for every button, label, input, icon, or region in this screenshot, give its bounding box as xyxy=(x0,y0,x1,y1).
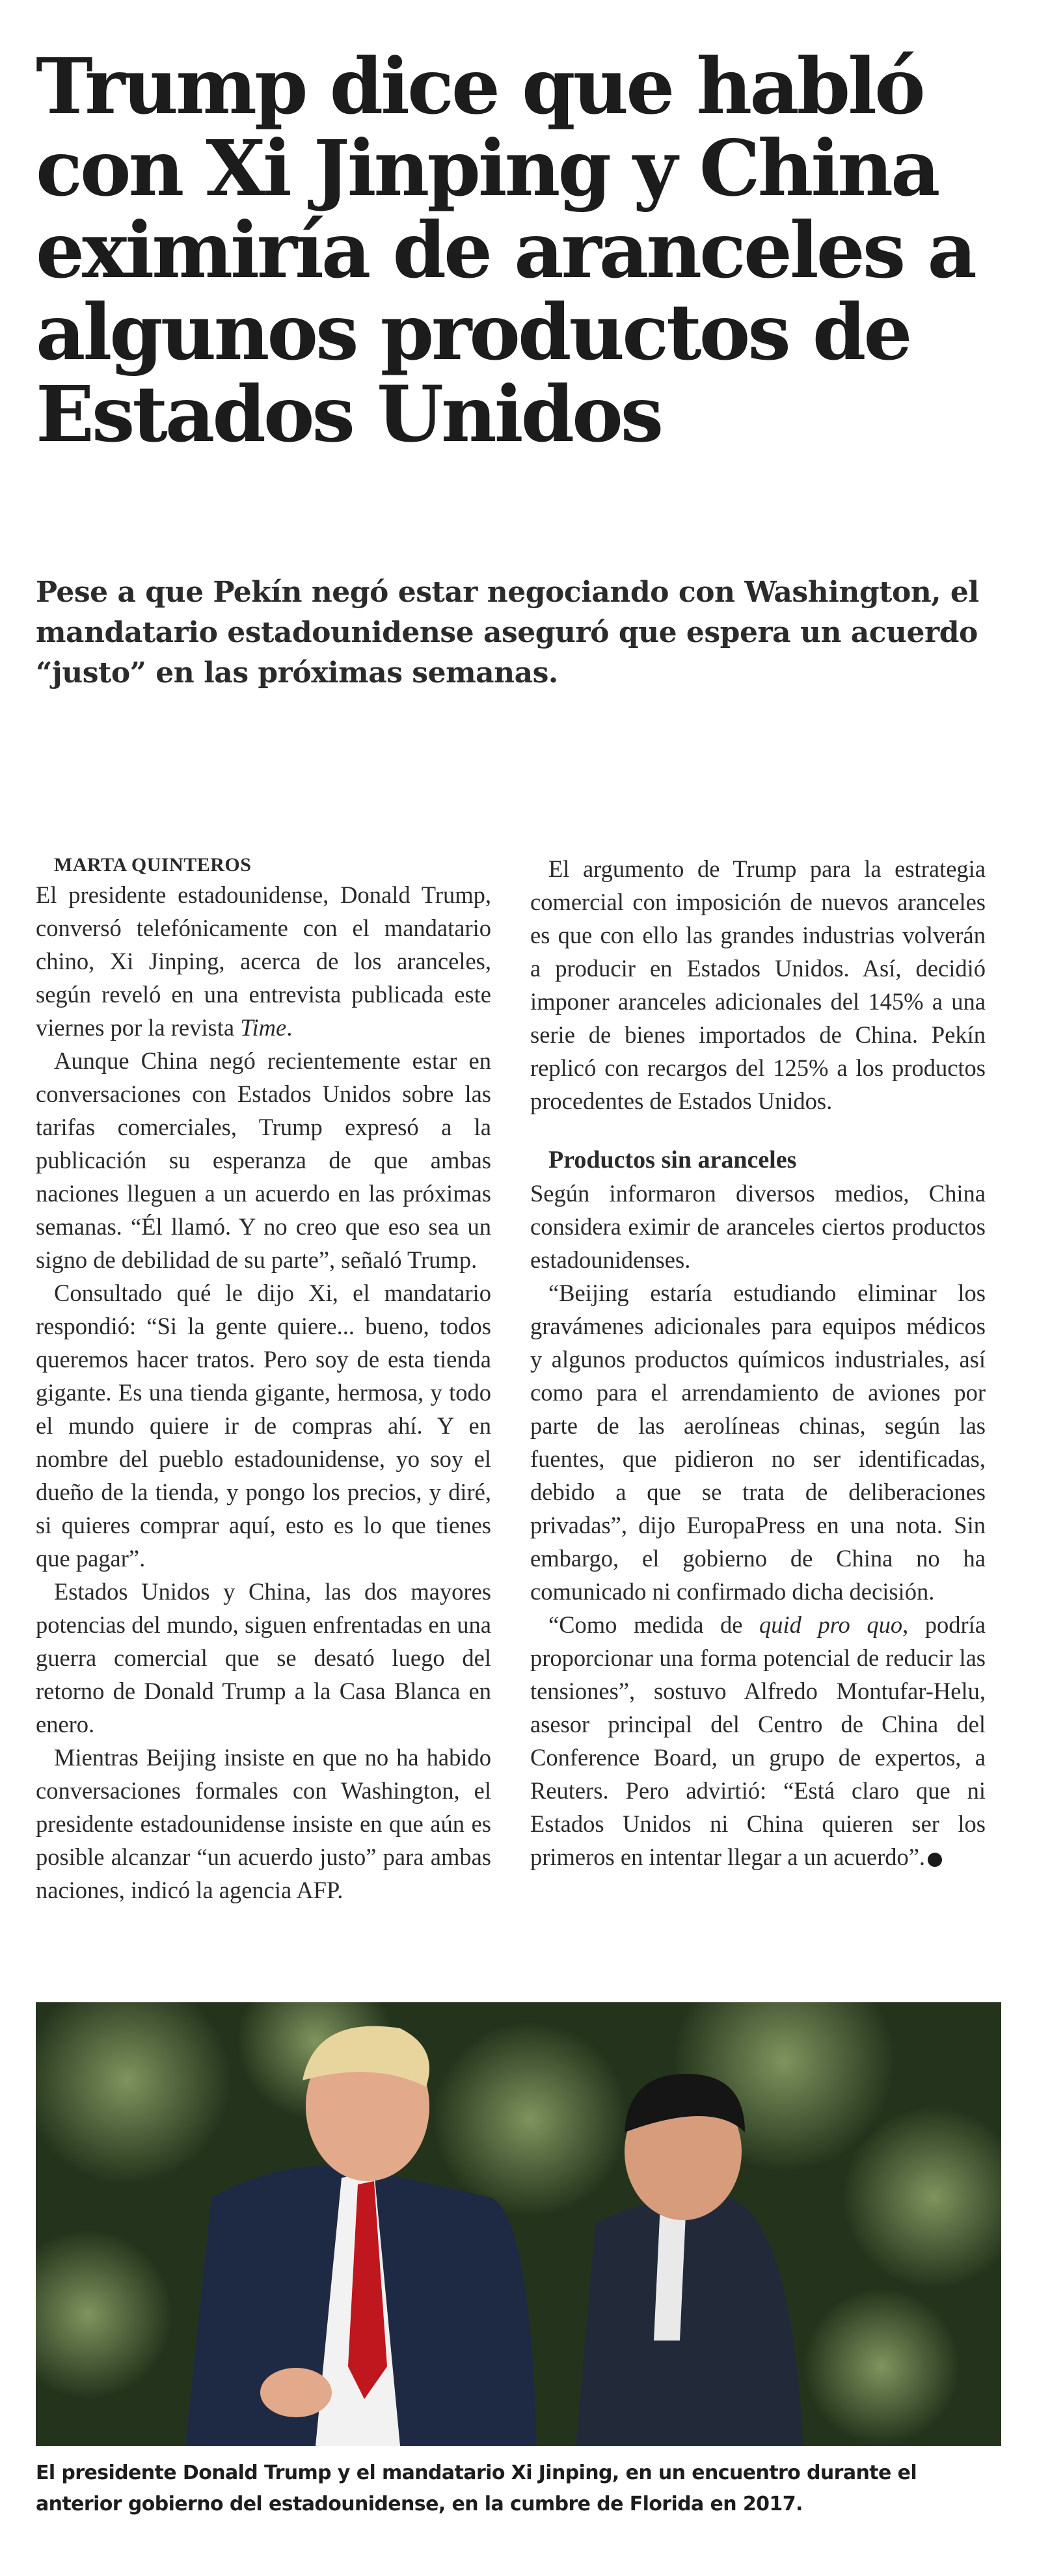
byline: MARTA QUINTEROS xyxy=(54,854,252,876)
paragraph: El argumento de Trump para la estrategia comercial con imposición de nuevos aranceles es que con ello las grandes industrias volverán a producir en Estados Unidos. Así, decidió imponer aranceles adicionales del 145% a una serie de bienes importados de China. Pekín replicó con recargos del 125% a los productos procedentes de Estados Unidos. xyxy=(530,855,986,1114)
photo-caption: El presidente Donald Trump y el mandatario Xi Jinping, en un encuentro durante el anterior gobierno del estadounidense, en la cumbre de Florida en 2017. xyxy=(36,2462,917,2516)
paragraph xyxy=(530,1608,986,1873)
paragraph: Consultado qué le dijo Xi, el mandatario respondió: “Si la gente quiere... bueno, todos queremos hacer tratos. Pero soy de esta tienda gigante. Es una tienda gigante, hermosa, y todo el mundo quiere ir de compras ahí. Y en nombre del pueblo estadounidense, yo soy el dueño de la tienda, y pongo los precios, y diré, si quieres comprar aquí, esto es lo que tienes que pagar”. xyxy=(36,1280,491,1572)
headline: Trump dice que habló con Xi Jinping y China eximiría de aranceles a algunos productos de Estados Unidos xyxy=(36,41,975,459)
paragraph: El presidente estadounidense, Donald Trump, conversó telefónicamente con el mandatario chino, Xi Jinping, acerca de los aranceles, según reveló en una entrevista publicada este viernes por la revista Time. xyxy=(36,881,491,1041)
column-left xyxy=(36,852,491,1907)
paragraph: “Beijing estaría estudiando eliminar los gravámenes adicionales para equipos médicos y algunos productos químicos industriales, así como para el arrendamiento de aviones por parte de las aerolíneas chinas, según las fuentes, que pidieron no ser identificadas, debido a que se trata de deliberaciones privadas”, dijo EuropaPress en una nota. Sin embargo, el gobierno de China no ha comunicado ni confirmado dicha decisión. xyxy=(530,1280,986,1605)
paragraph: Según informaron diversos medios, China considera eximir de aranceles ciertos productos estadounidenses. xyxy=(530,1180,986,1273)
column-right xyxy=(530,852,986,1873)
magazine-name: Time xyxy=(240,1014,287,1041)
news-photo xyxy=(36,2002,1001,2446)
paragraph: Estados Unidos y China, las dos mayores potencias del mundo, siguen enfrentadas en una guerra comercial que se desató luego del retorno de Donald Trump a la Casa Blanca en enero. xyxy=(36,1578,491,1737)
paragraph: Aunque China negó recientemente estar en conversaciones con Estados Unidos sobre las tarifas comerciales, Trump expresó a la publicación su esperanza de que ambas naciones lleguen a un acuerdo en las próximas semanas. “Él llamó. Y no creo que eso sea un signo de debilidad de su parte”, señaló Trump. xyxy=(36,1047,491,1273)
paragraph-text: “Como medida de xyxy=(548,1611,743,1638)
subhead: Pese a que Pekín negó estar negociando con Washington, el mandatario estadounidense aseguró que espera un acuerdo “justo” en las próximas semanas. xyxy=(36,576,979,690)
italic-phrase: quid pro quo xyxy=(759,1611,903,1638)
paragraph: Mientras Beijing insiste en que no ha habido conversaciones formales con Washington, el presidente estadounidense insiste en que aún es posible alcanzar “un acuerdo justo” para ambas naciones, indicó la agencia AFP. xyxy=(36,1744,491,1903)
photo-illustration xyxy=(36,2002,1001,2446)
section-title: Productos sin aranceles xyxy=(548,1146,797,1174)
paragraph-text: , podría proporcionar una forma potencial de reducir las tensiones”, sostuvo Alfredo Montufar-Helu, asesor principal del Centro de China del Conference Board, un grupo de expertos, a Reuters. Pero advirtió: “Está claro que ni Estados Unidos ni China quieren ser los primeros en intentar llegar a un acuerdo”. xyxy=(530,1611,986,1870)
paragraph-text: El presidente estadounidense, Donald Trump, conversó telefónicamente con el mandatario chino, Xi Jinping, acerca de los aranceles, según reveló en una entrevista publicada este viernes por la revista xyxy=(36,881,491,1041)
end-mark-icon: P xyxy=(928,1853,942,1867)
